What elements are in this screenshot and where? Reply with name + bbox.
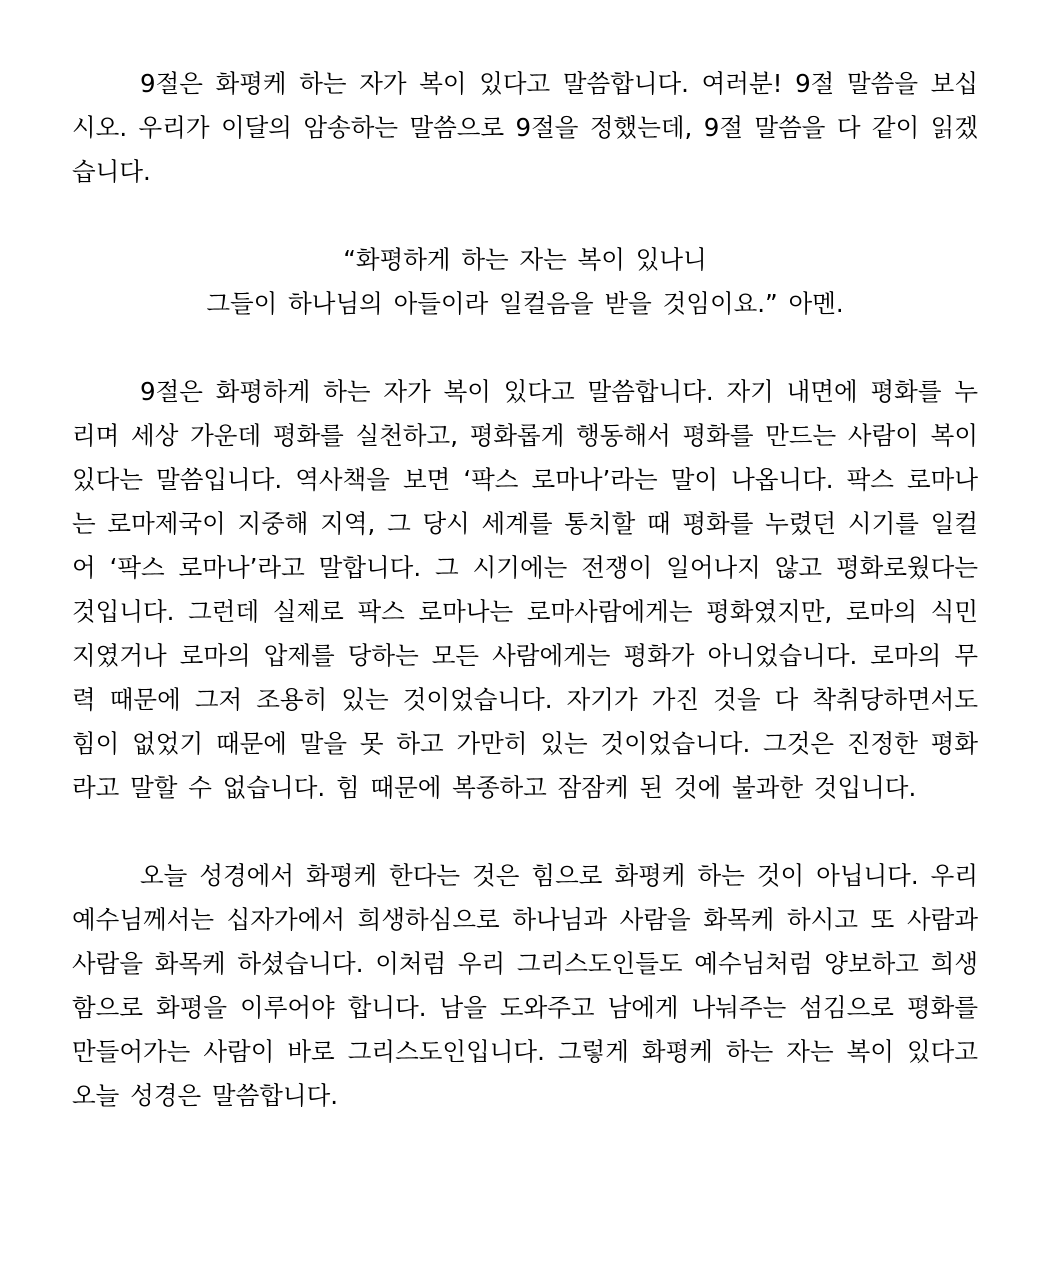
verse-line-1: “화평하게 하는 자는 복이 있나니 [343,245,707,274]
document-page [72,62,978,1118]
paragraph-peacemakers: 오늘 성경에서 화평케 한다는 것은 힘으로 화평케 하는 것이 아닙니다. 우리 예수님께서는 십자가에서 희생하심으로 하나님과 사람을 화목케 하시고 또 사람과 사람을 화목케 하셨습니다. 이처럼 우리 그리스도인들도 예수님처럼 양보하고 희생함으로 화평을 이루어야 합니다. 남을 도와주고 남에게 나눠주는 섬김으로 평화를 만들어가는 사람이 바로 그리스도인입니다. 그렇게 화평케 하는 자는 복이 있다고 오늘 성경은 말씀합니다. [72,861,978,1110]
spacer [72,326,978,370]
spacer [72,810,978,854]
scripture-verse [72,238,978,326]
paragraph-pax-romana: 9절은 화평하게 하는 자가 복이 있다고 말씀합니다. 자기 내면에 평화를 누리며 세상 가운데 평화를 실천하고, 평화롭게 행동해서 평화를 만드는 사람이 복이 있다는 말씀입니다. 역사책을 보면 ‘팍스 로마나’라는 말이 나옵니다. 팍스 로마나는 로마제국이 지중해 지역, 그 당시 세계를 통치할 때 평화를 누렸던 시기를 일컬어 ‘팍스 로마나’라고 말합니다. 그 시기에는 전쟁이 일어나지 않고 평화로웠다는 것입니다. 그런데 실제로 팍스 로마나는 로마사람에게는 평화였지만, 로마의 식민지였거나 로마의 압제를 당하는 모든 사람에게는 평화가 아니었습니다. 로마의 무력 때문에 그저 조용히 있는 것이었습니다. 자기가 가진 것을 다 착취당하면서도 힘이 없었기 때문에 말을 못 하고 가만히 있는 것이었습니다. 그것은 진정한 평화라고 말할 수 없습니다. 힘 때문에 복종하고 잠잠케 된 것에 불과한 것입니다. [72,377,978,802]
spacer [72,194,978,238]
paragraph-intro: 9절은 화평케 하는 자가 복이 있다고 말씀합니다. 여러분! 9절 말씀을 보십시오. 우리가 이달의 암송하는 말씀으로 9절을 정했는데, 9절 말씀을 다 같이 읽겠습니다. [72,69,978,186]
verse-line-2: 그들이 하나님의 아들이라 일컬음을 받을 것임이요.” 아멘. [206,289,844,318]
